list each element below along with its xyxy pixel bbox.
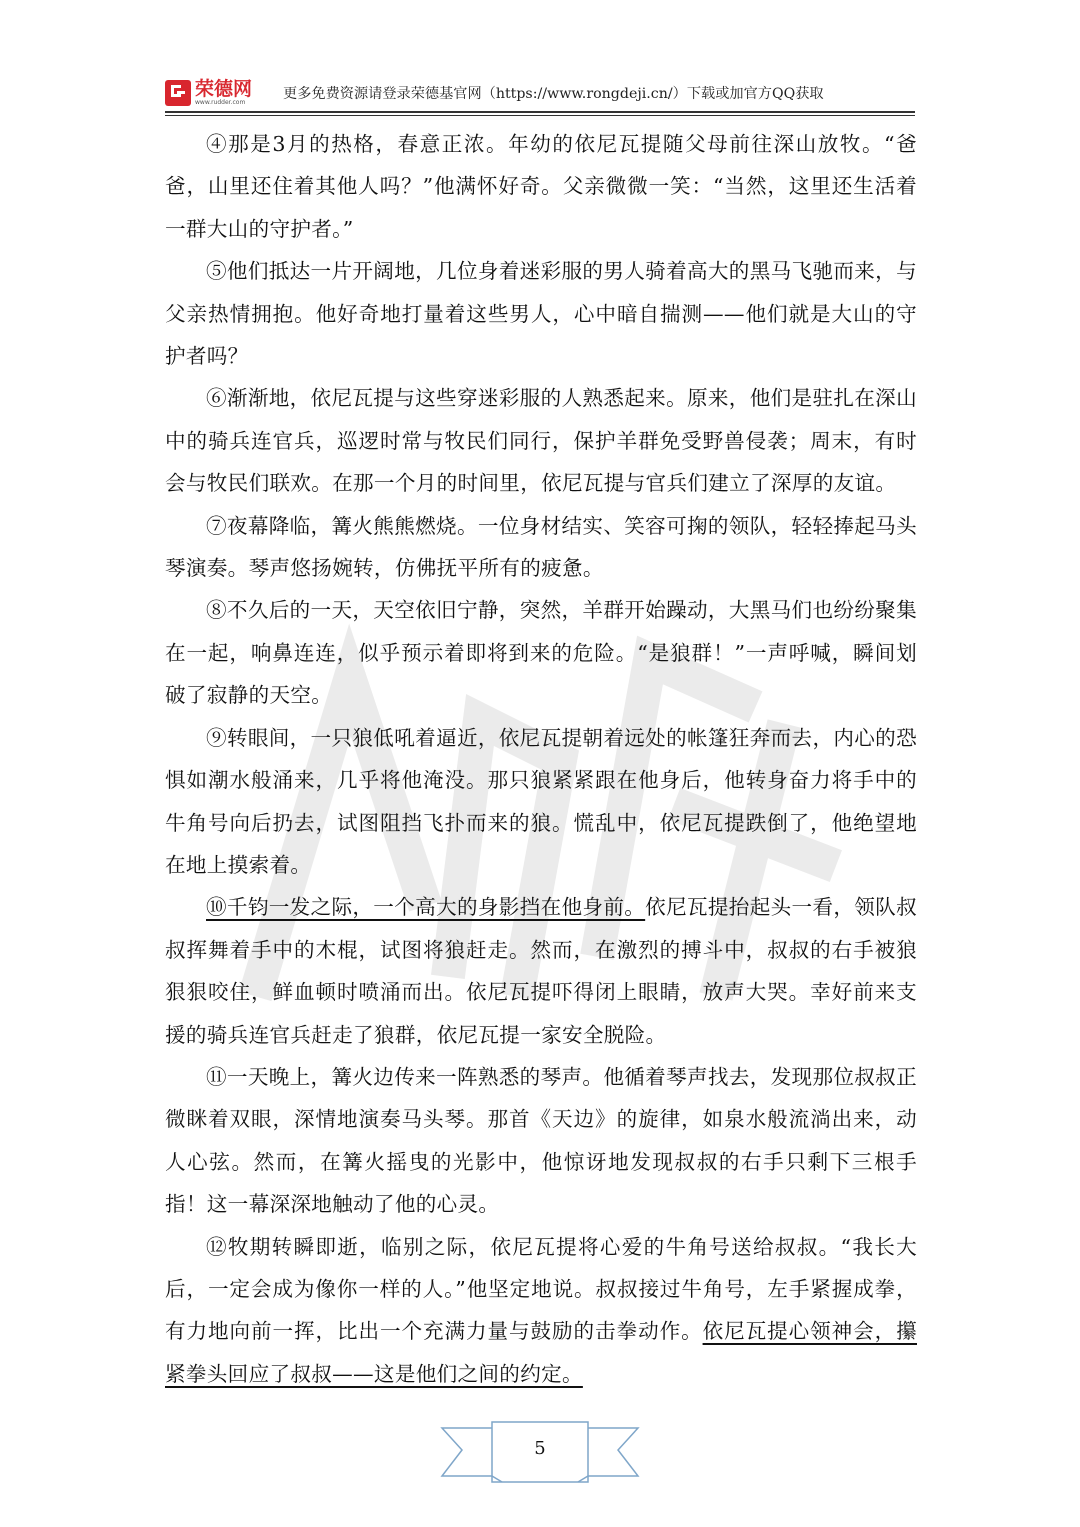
page-footer (440, 1420, 640, 1490)
paragraph-6: ⑥渐渐地，依尼瓦提与这些穿迷彩服的人熟悉起来。原来，他们是驻扎在深山中的骑兵连官兵，巡逻时常与牧民们同行，保护羊群免受野兽侵袭；周末，有时会与牧民们联欢。在那一个月的时间里，依尼瓦提与官兵们建立了深厚的友谊。 (165, 386, 917, 496)
paragraph-7: ⑦夜幕降临，篝火熊熊燃烧。一位身材结实、笑容可掬的领队，轻轻捧起马头琴演奏。琴声悠扬婉转，仿佛抚平所有的疲惫。 (165, 513, 917, 581)
page-number: 5 (534, 1438, 546, 1459)
logo (165, 76, 283, 110)
logo-mark-icon (165, 80, 191, 106)
header-divider-thin (165, 115, 915, 116)
underlined-sentence: ⑩千钧一发之际，一个高大的身影挡在他身前。 (206, 895, 646, 920)
paragraph-12: ⑫牧期转瞬即逝，临别之际，依尼瓦提将心爱的牛角号送给叔叔。“我长大后，一定会成为像你一样的人。”他坚定地说。叔叔接过牛角号，左手紧握成拳，有力地向前一挥，比出一个充满力量与鼓励的击拳动作。依尼瓦提心领神会，攥紧拳头回应了叔叔——这是他们之间的约定。 (165, 1234, 917, 1386)
paragraph-4: ④那是3月的热格，春意正浓。年幼的依尼瓦提随父母前往深山放牧。“爸爸，山里还住着其他人吗？”他满怀好奇。父亲微微一笑：“当然，这里还生活着一群大山的守护者。” (165, 132, 917, 241)
header-divider (165, 111, 915, 113)
underlined-sentence: 依尼瓦提心领神会，攥紧拳头回应了叔叔——这是他们之间的约定。 (165, 1319, 917, 1386)
paragraph-9: ⑨转眼间，一只狼低吼着逼近，依尼瓦提朝着远处的帐篷狂奔而去，内心的恐惧如潮水般涌来，几乎将他淹没。那只狼紧紧跟在他身后，他转身奋力将手中的牛角号向后扔去，试图阻挡飞扑而来的狼。慌乱中，依尼瓦提跌倒了，他绝望地在地上摸索着。 (165, 725, 917, 877)
paragraph-10: ⑩千钧一发之际，一个高大的身影挡在他身前。依尼瓦提抬起头一看，领队叔叔挥舞着手中的木棍，试图将狼赶走。然而，在激烈的搏斗中，叔叔的右手被狼狠狠咬住，鲜血顿时喷涌而出。依尼瓦提吓得闭上眼睛，放声大哭。幸好前来支援的骑兵连官兵赶走了狼群，依尼瓦提一家安全脱险。 (165, 895, 917, 1047)
header-notice: 更多免费资源请登录荣德基官网（https://www.rongdeji.cn/）下载或加官方QQ获取 (283, 86, 824, 102)
paragraph-8: ⑧不久后的一天，天空依旧宁静，突然，羊群开始躁动，大黑马们也纷纷聚集在一起，响鼻连连，似乎预示着即将到来的危险。“是狼群！”一声呼喊，瞬间划破了寂静的天空。 (165, 598, 917, 708)
page-header (165, 76, 915, 110)
paragraph-5: ⑤他们抵达一片开阔地，几位身着迷彩服的男人骑着高大的黑马飞驰而来，与父亲热情拥抱。他好奇地打量着这些男人，心中暗自揣测——他们就是大山的守护者吗？ (165, 259, 917, 369)
logo-url: www.rudder.com (195, 99, 246, 106)
logo-text: 荣德网 (195, 78, 253, 100)
article-body (165, 123, 917, 1395)
paragraph-11: ⑪一天晚上，篝火边传来一阵熟悉的琴声。他循着琴声找去，发现那位叔叔正微眯着双眼，深情地演奏马头琴。那首《天边》的旋律，如泉水般流淌出来，动人心弦。然而，在篝火摇曳的光影中，他惊讶地发现叔叔的右手只剩下三根手指！这一幕深深地触动了他的心灵。 (165, 1064, 917, 1217)
